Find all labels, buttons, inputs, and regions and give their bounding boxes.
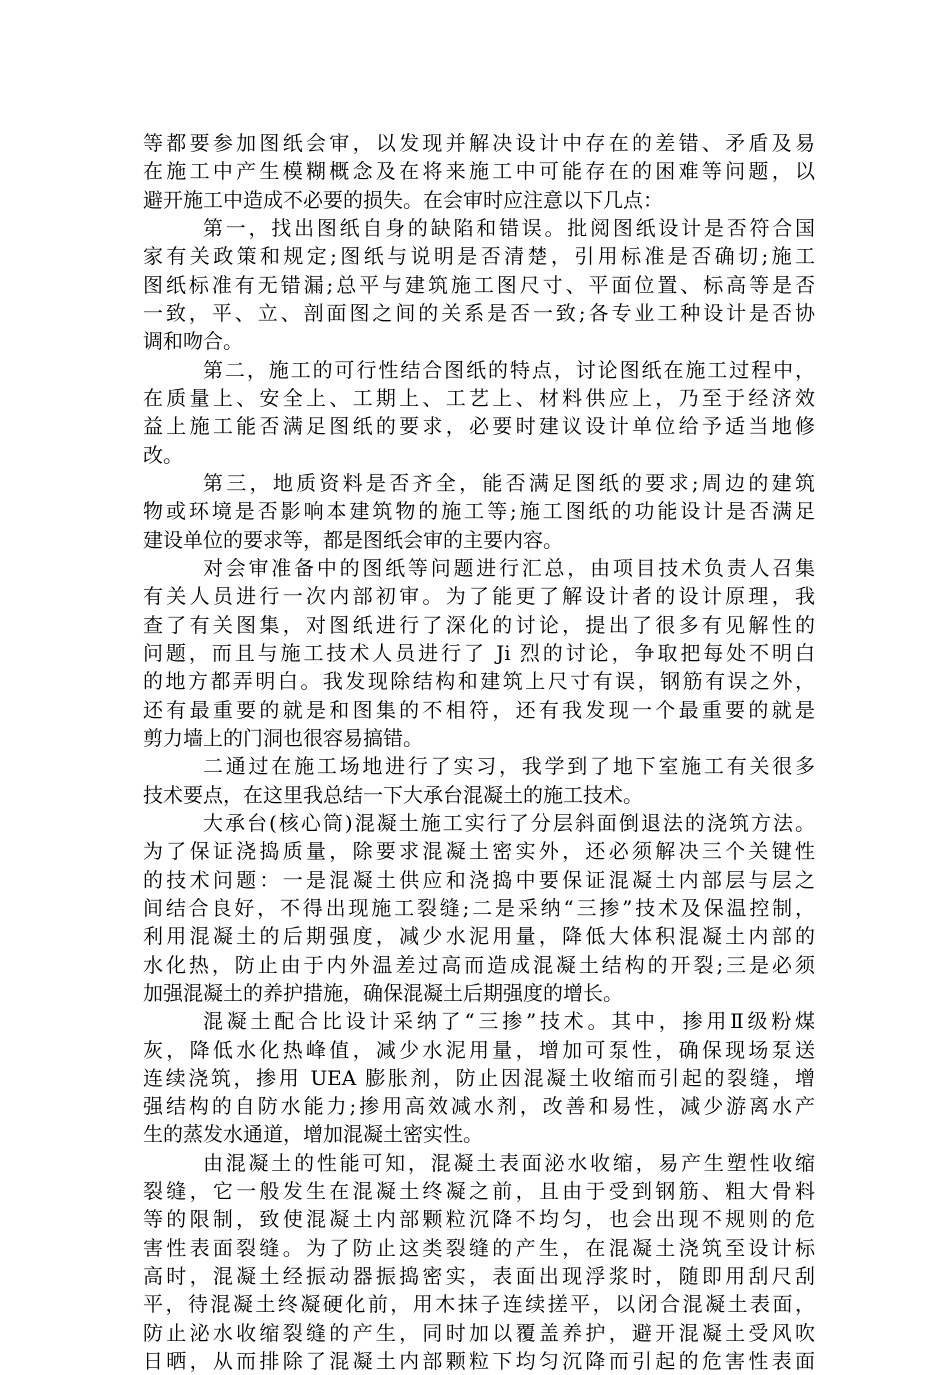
text-line: 剪力墙上的门洞也很容易搞错。 — [143, 725, 423, 750]
text-line: 连续浇筑，掺用 UEA 膨胀剂，防止因混凝土收缩而引起的裂缝，增 — [143, 1065, 815, 1090]
text-line: 的技术问题：一是混凝土供应和浇捣中要保证混凝土内部层与层之 — [143, 867, 815, 892]
text-line: 混凝土配合比设计采纳了“三掺”技术。其中，掺用Ⅱ级粉煤 — [203, 1009, 815, 1034]
text-line: 等都要参加图纸会审，以发现并解决设计中存在的差错、矛盾及易 — [143, 131, 815, 155]
text-line: 间结合良好，不得出现施工裂缝;二是采纳“三掺”技术及保温控制， — [143, 895, 815, 920]
text-line: 建设单位的要求等，都是图纸会审的主要内容。 — [143, 527, 563, 552]
text-line: 的地方都弄明白。我发现除结构和建筑上尺寸有误，钢筋有误之外， — [143, 669, 815, 694]
text-line: 生的蒸发水通道，增加混凝土密实性。 — [143, 1122, 483, 1147]
text-line: 改。 — [143, 442, 183, 467]
text-line: 平，待混凝土终凝硬化前，用木抹子连续搓平，以闭合混凝土表面， — [143, 1292, 815, 1317]
text-line: 还有最重要的就是和图集的不相符，还有我发现一个最重要的就是 — [143, 697, 815, 722]
text-line: 避开施工中造成不必要的损失。在会审时应注意以下几点： — [143, 187, 663, 212]
text-line: 大承台(核心筒)混凝土施工实行了分层斜面倒退法的浇筑方法。 — [203, 810, 815, 835]
text-line: 裂缝，它一般发生在混凝土终凝之前，且由于受到钢筋、粗大骨料 — [143, 1179, 815, 1204]
text-line: 益上施工能否满足图纸的要求，必要时建议设计单位给予适当地修 — [143, 414, 815, 439]
text-line: 第二，施工的可行性结合图纸的特点，讨论图纸在施工过程中， — [203, 357, 815, 382]
text-line: 加强混凝土的养护措施，确保混凝土后期强度的增长。 — [143, 980, 623, 1005]
text-line: 第一，找出图纸自身的缺陷和错误。批阅图纸设计是否符合国 — [203, 215, 815, 240]
text-line: 在施工中产生模糊概念及在将来施工中可能存在的困难等问题，以 — [143, 159, 815, 184]
text-line: 第三，地质资料是否齐全，能否满足图纸的要求;周边的建筑 — [203, 470, 815, 495]
document-body-text — [143, 129, 815, 1375]
text-line: 水化热，防止由于内外温差过高而造成混凝土结构的开裂;三是必须 — [143, 952, 815, 977]
text-line: 家有关政策和规定;图纸与说明是否清楚，引用标准是否确切;施工 — [143, 244, 815, 269]
text-line: 查了有关图集，对图纸进行了深化的讨论，提出了很多有见解性的 — [143, 612, 815, 637]
text-line: 在质量上、安全上、工期上、工艺上、材料供应上，乃至于经济效 — [143, 385, 815, 410]
text-line: 高时，混凝土经振动器振捣密实，表面出现浮浆时，随即用刮尺刮 — [143, 1264, 815, 1289]
text-line: 问题，而且与施工技术人员进行了 Ji 烈的讨论，争取把每处不明白 — [143, 640, 815, 665]
text-line: 技术要点，在这里我总结一下大承台混凝土的施工技术。 — [143, 782, 643, 807]
text-line: 对会审准备中的图纸等问题进行汇总，由项目技术负责人召集 — [203, 555, 815, 580]
text-line: 等的限制，致使混凝土内部颗粒沉降不均匀，也会出现不规则的危 — [143, 1207, 815, 1232]
text-line: 利用混凝土的后期强度，减少水泥用量，降低大体积混凝土内部的 — [143, 924, 815, 949]
text-line: 害性表面裂缝。为了防止这类裂缝的产生，在混凝土浇筑至设计标 — [143, 1235, 815, 1260]
text-line: 由混凝土的性能可知，混凝土表面泌水收缩，易产生塑性收缩 — [203, 1150, 815, 1175]
text-line: 防止泌水收缩裂缝的产生，同时加以覆盖养护，避开混凝土受风吹 — [143, 1320, 815, 1345]
text-line: 为了保证浇捣质量，除要求混凝土密实外，还必须解决三个关键性 — [143, 839, 815, 864]
text-line: 图纸标准有无错漏;总平与建筑施工图尺寸、平面位置、标高等是否 — [143, 272, 815, 297]
text-line: 灰，降低水化热峰值，减少水泥用量，增加可泵性，确保现场泵送 — [143, 1037, 815, 1062]
text-line: 一致，平、立、剖面图之间的关系是否一致;各专业工种设计是否协 — [143, 300, 815, 325]
text-line: 调和吻合。 — [143, 329, 243, 354]
text-line: 物或环境是否影响本建筑物的施工等;施工图纸的功能设计是否满足 — [143, 499, 815, 524]
text-line: 有关人员进行一次内部初审。为了能更了解设计者的设计原理，我 — [143, 584, 815, 609]
text-line: 强结构的自防水能力;掺用高效减水剂，改善和易性，减少游离水产 — [143, 1094, 815, 1119]
text-line: 二通过在施工场地进行了实习，我学到了地下室施工有关很多 — [203, 754, 815, 779]
text-line: 日晒，从而排除了混凝土内部颗粒下均匀沉降而引起的危害性表面 — [143, 1349, 815, 1374]
